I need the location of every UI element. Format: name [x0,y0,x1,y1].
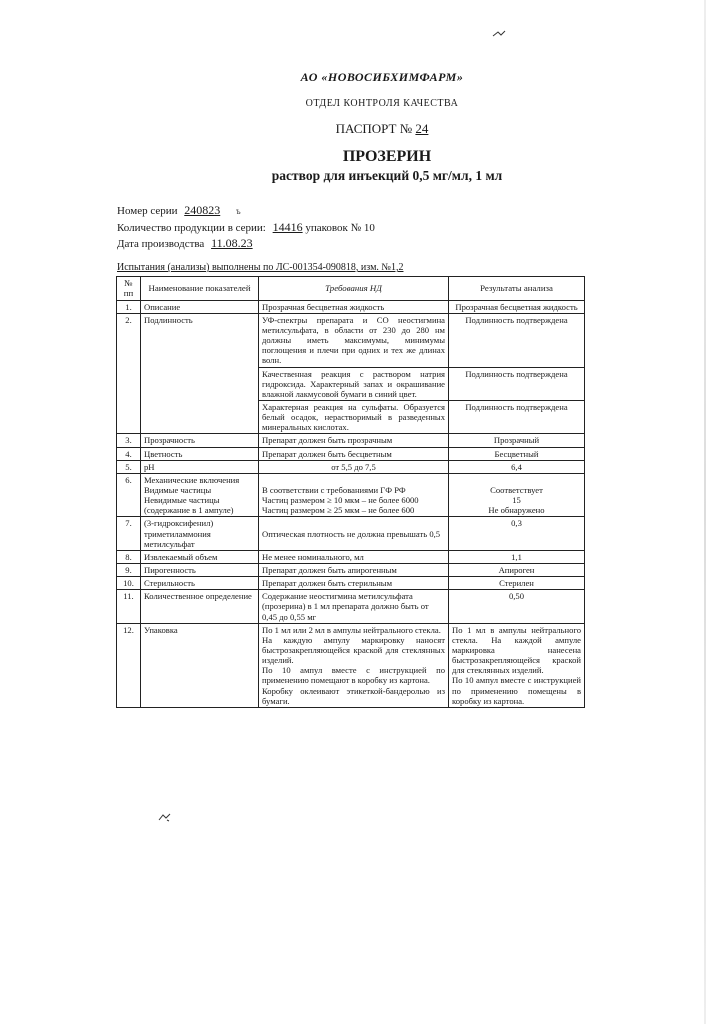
pen-mark [492,30,506,38]
row-number: 2. [117,313,141,434]
table-row [117,590,585,623]
row-number: 7. [117,517,141,550]
table-row [117,577,585,590]
row-result: Подлинность подтверждена [449,367,585,400]
table-row [117,550,585,563]
row-result: Стерилен [449,577,585,590]
row-name: Подлинность [141,313,259,434]
row-req-paragraph: По 1 мл или 2 мл в ампулы нейтрального стекла. [262,624,441,635]
series-value: 240823 [184,203,221,217]
row-number: 12. [117,623,141,707]
row-name: Прозрачность [141,434,259,447]
row-result [449,623,585,707]
col-res-header: Результаты анализа [449,277,585,301]
row-result: Апироген [449,563,585,576]
table-header-row [117,277,585,301]
row-requirement: Содержание неостигмина метилсульфата (прозерина) в 1 мл препарата должно быть от 0,45 до 0,55 мг [259,590,449,623]
col-name-header: Наименование показателей [141,277,259,301]
row-requirement: Препарат должен быть прозрачным [259,434,449,447]
row-name-line: Видимые частицы [144,485,212,495]
table-row [117,563,585,576]
row-name: Извлекаемый объем [141,550,259,563]
row-number: 11. [117,590,141,623]
row-name: Описание [141,300,259,313]
row-requirement: Оптическая плотность не должна превышать 0,5 [259,517,449,550]
row-res-line: 15 [512,495,521,506]
passport-title [20,121,724,137]
col-req-header: Требования НД [259,277,449,301]
row-name-line: Невидимые частицы [144,495,220,506]
row-requirement: Препарат должен быть апирогенным [259,563,449,576]
row-name: pH [141,460,259,473]
quantity-line [117,220,375,235]
table-row [117,460,585,473]
table-row [117,313,585,367]
row-req-paragraph: По 10 ампул вместе с инструкцией по применению помещают в коробку из картона. [262,665,445,686]
row-name-line: (содержание в 1 ампуле) [144,505,234,516]
row-result: Прозрачный [449,434,585,447]
row-res-line: Соответствует [490,485,543,495]
table-row [117,447,585,460]
table-row [117,517,585,550]
row-req-line: Частиц размером ≥ 25 мкм – не более 600 [262,505,415,516]
row-name: Упаковка [141,623,259,707]
quantity-value: 14416 [272,220,303,234]
row-number: 10. [117,577,141,590]
row-requirement: Качественная реакция с раствором натрия гидроксида. Характерный запах и окрашивание влажной лакмусовой бумаги в синий цвет. [259,367,449,400]
row-requirement: УФ-спектры препарата и СО неостигмина метилсульфата, в области от 230 до 280 нм должны иметь максимумы, минимумы поглощения и плечи при одних и тех же длинах волн. [259,313,449,367]
row-requirement: Прозрачная бесцветная жидкость [259,300,449,313]
row-requirement: от 5,5 до 7,5 [259,460,449,473]
row-req-line: В соответствии с требованиями ГФ РФ [262,485,406,495]
quantity-suffix: упаковок № 10 [305,222,375,234]
row-number: 1. [117,300,141,313]
row-name-line: Механические включения [144,474,240,485]
passport-number: 24 [415,121,429,136]
row-name: Цветность [141,447,259,460]
row-req-line: Частиц размером ≥ 10 мкм – не более 6000 [262,495,419,506]
series-label: Номер серии [117,205,178,217]
row-result: 0,50 [449,590,585,623]
row-number: 9. [117,563,141,576]
row-number: 6. [117,473,141,517]
pen-mark [158,812,172,822]
row-result: 6,4 [449,460,585,473]
row-result: Бесцветный [449,447,585,460]
date-value: 11.08.23 [211,236,253,250]
org-name: АО «НОВОСИБХИМФАРМ» [300,70,464,84]
row-requirement [259,473,449,517]
table-row [117,623,585,707]
row-number: 5. [117,460,141,473]
row-result: Подлинность подтверждена [449,313,585,367]
row-result: 1,1 [449,550,585,563]
row-name [141,473,259,517]
row-requirement: Не менее номинального, мл [259,550,449,563]
row-name: Пирогенность [141,563,259,576]
row-name: Количественное определение [141,590,259,623]
col-num-header: № пп [117,277,141,301]
date-label: Дата производства [117,238,205,250]
row-number: 3. [117,434,141,447]
quantity-label: Количество продукции в серии: [117,222,266,234]
row-requirement: Препарат должен быть бесцветным [259,447,449,460]
row-name: (3-гидроксифенил) триметиламмония метилсульфат [141,517,259,550]
table-row [117,434,585,447]
row-number: 4. [117,447,141,460]
row-req-paragraph: Коробку оклеивают этикеткой-бандеролью из бумаги. [262,685,445,706]
department: ОТДЕЛ КОНТРОЛЯ КАЧЕСТВА [305,98,459,109]
row-result: Подлинность подтверждена [449,401,585,434]
row-res-line: Не обнаружено [488,505,545,516]
row-res-paragraph: По 10 ампул вместе с инструкцией по применению помещены в коробку из картона. [452,675,581,706]
row-req-paragraph: На каждую ампулу маркировку наносят быстрозакрепляющейся краской для стеклянных изделий. [262,634,445,666]
row-result: Прозрачная бесцветная жидкость [449,300,585,313]
row-name: Стерильность [141,577,259,590]
series-line [117,203,220,218]
pen-tick: ъ [236,206,241,216]
passport-label: ПАСПОРТ № [335,121,413,136]
results-table [116,276,585,708]
date-line [117,236,253,251]
row-res-paragraph: По 1 мл в ампулы нейтрального стекла. На каждой ампуле маркировка нанесена быстрозакрепляющейся краской для стеклянных изделий. [452,624,581,676]
drug-name: ПРОЗЕРИН [342,148,432,165]
row-result [449,473,585,517]
row-result: 0,3 [449,517,585,550]
tests-basis: Испытания (анализы) выполнены по ЛС-001354-090818, изм. №1,2 [117,262,404,273]
row-requirement: Препарат должен быть стерильным [259,577,449,590]
table-row [117,473,585,517]
drug-form: раствор для инъекций 0,5 мг/мл, 1 мл [271,168,503,183]
row-requirement [259,623,449,707]
row-number: 8. [117,550,141,563]
row-requirement: Характерная реакция на сульфаты. Образуется белый осадок, нерастворимый в разведенных минеральных кислотах. [259,401,449,434]
table-row [117,300,585,313]
